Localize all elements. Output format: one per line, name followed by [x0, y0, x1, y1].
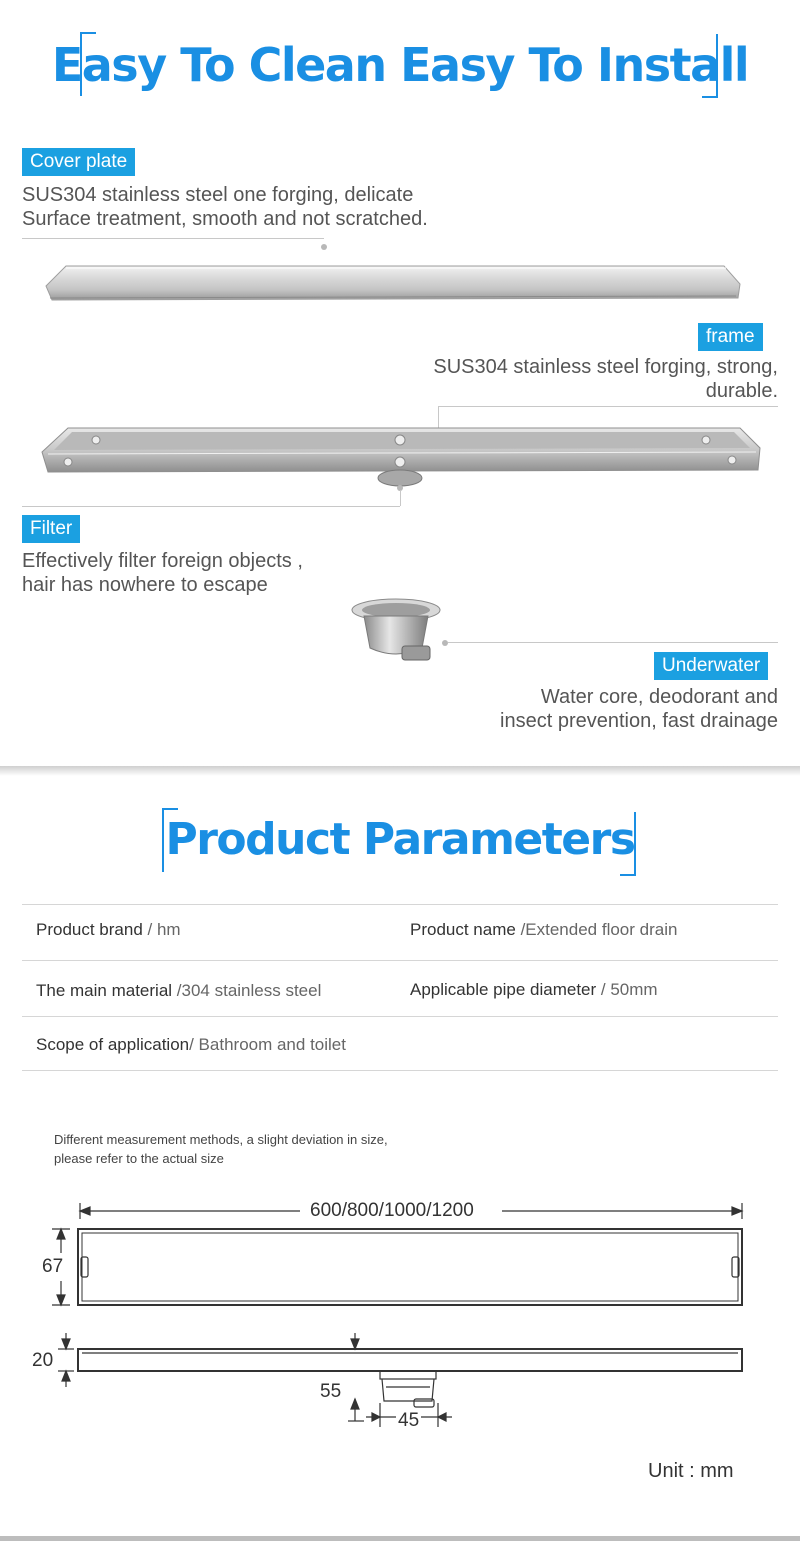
- filter-desc-line1: Effectively filter foreign objects ,: [22, 550, 303, 572]
- filter-desc-line2: hair has nowhere to escape: [22, 574, 268, 596]
- cover-plate-image: [44, 262, 744, 308]
- filter-tag: Filter: [22, 515, 80, 543]
- params-title-wrap: [0, 814, 800, 865]
- param-name: Product name /Extended floor drain: [410, 920, 678, 939]
- filter-image: [350, 596, 450, 668]
- underwater-tag: Underwater: [654, 652, 768, 680]
- params-title: Product Parameters: [165, 814, 635, 865]
- param-scope: Scope of application/ Bathroom and toilet: [36, 1035, 346, 1054]
- bottom-border: [0, 1536, 800, 1541]
- params-divider-1: [22, 904, 778, 905]
- param-material: The main material /304 stainless steel: [36, 981, 322, 1000]
- underwater-desc-line2: insect prevention, fast drainage: [500, 710, 778, 732]
- dim-width-label: 67: [42, 1256, 64, 1277]
- params-divider-3: [22, 1016, 778, 1017]
- param-brand: Product brand / hm: [36, 920, 181, 939]
- filter-vleader: [400, 490, 401, 506]
- underwater-desc-line1: Water core, deodorant and: [540, 686, 778, 708]
- features-section: [0, 0, 800, 768]
- dim-depth-label: 55: [320, 1381, 342, 1402]
- frame-tag: frame: [698, 323, 763, 351]
- features-title: Easy To Clean Easy To Install: [51, 38, 749, 92]
- param-pipe-diameter: Applicable pipe diameter / 50mm: [410, 980, 658, 999]
- frame-image: [40, 420, 762, 490]
- cover-plate-desc: [22, 183, 428, 231]
- underwater-desc: [500, 685, 778, 733]
- underwater-dot: [442, 640, 448, 646]
- dim-length-label: 600/800/1000/1200: [304, 1200, 480, 1222]
- cover-plate-desc-line2: Surface treatment, smooth and not scratched.: [22, 208, 428, 230]
- params-divider-4: [22, 1070, 778, 1071]
- measurement-note-line2: please refer to the actual size: [54, 1151, 224, 1166]
- underwater-leader: [448, 642, 778, 643]
- params-divider-2: [22, 960, 778, 961]
- frame-leader: [438, 406, 778, 407]
- measurement-note: [54, 1130, 388, 1168]
- dim-height-label: 20: [32, 1350, 54, 1371]
- cover-plate-leader: [22, 238, 324, 239]
- dimension-drawing: [0, 1195, 800, 1435]
- cover-plate-dot: [321, 244, 327, 250]
- frame-desc-line1: SUS304 stainless steel forging, strong,: [433, 356, 778, 378]
- filter-leader: [22, 506, 400, 507]
- measurement-note-line1: Different measurement methods, a slight deviation in size,: [54, 1132, 388, 1147]
- unit-label: Unit : mm: [648, 1460, 734, 1482]
- dim-outlet-label: 45: [398, 1410, 420, 1431]
- frame-desc-line2: durable.: [705, 380, 778, 402]
- section-divider-shadow: [0, 766, 800, 776]
- cover-plate-tag: Cover plate: [22, 148, 135, 176]
- cover-plate-desc-line1: SUS304 stainless steel one forging, delicate: [22, 184, 414, 206]
- frame-desc: [433, 355, 778, 403]
- filter-desc: [22, 549, 303, 597]
- features-title-wrap: [0, 38, 800, 92]
